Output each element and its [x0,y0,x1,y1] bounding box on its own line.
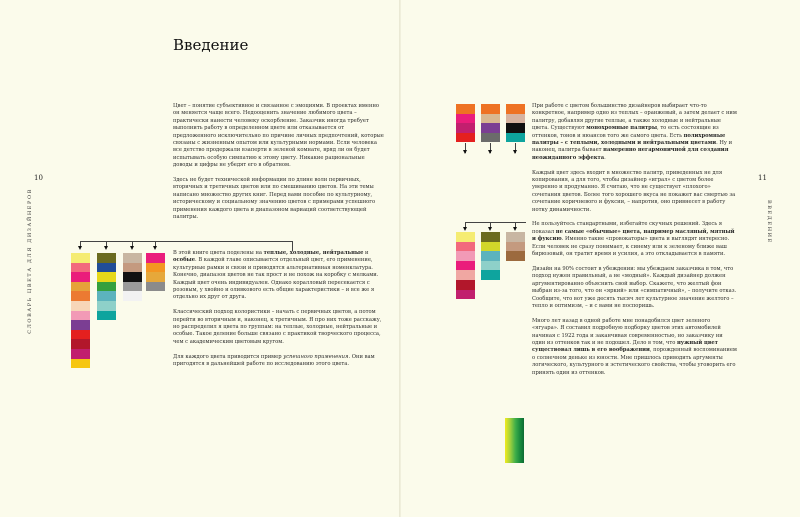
paragraph: Классический подход колористики – начать с первичных цветов, а потом перейти во вторичным и, наконец, к третичным. Я про них тоже расскажу, но распределил я цвета по группам: на теплые, холодные, нейтральные и особые. Такое деление больше связано с практикой творческого процесса, чем с академическим цветовым кругом. [173,309,382,345]
swatch-column-neutral [123,253,142,301]
paragraph: В этой книге цвета поделены на теплые, холодные, нейтральные и особые. В каждой главе описывается отдельный цвет, его применение, культурные рамки и связи и приводятся альтернативная номенклатура. Конечно, диапазон цветов не так прост и не похож на коробку с мелками. Каждый цвет очень индивидуален. Однако коралловый пересекается с розовым, у хвойно и оливкового есть общие характеристики – и все же я отдельно их друг от друга. [173,250,379,301]
color-swatch [97,291,116,301]
color-swatch [97,253,116,263]
arrow-down-icon [513,150,517,154]
color-swatch [71,320,90,330]
color-swatch [456,270,475,280]
paragraph: Здесь не будет технической информации по длине волн первичных, вторичных и третичных цветов или по смешиванию цветов. На эти темы написано множество других книг. Перед вами пособие по культурному, историческому и социальному значению цветов с примерами успешного применения каждого цвета и диапазоном вариаций соответствующей палитры. [173,177,376,221]
color-swatch [71,311,90,321]
color-swatch [123,291,142,301]
swatch-column-accent [481,232,500,280]
color-swatch [71,272,90,282]
color-swatch [456,261,475,271]
color-swatch [71,359,90,369]
text-column-groups [173,250,385,376]
paragraph: При работе с цветом большинство дизайнеров выбирает что-то конкретное, например одно из теплых – оранжевый, а затем делает с ним палитру, добавляя другие теплые, а также холодные и нейтральные цвета. Существуют монохромные палитры, то есть состоящие из оттенков, тонов и нюансов того же самого цвета. Есть полихромные палитры – с теплыми, холодными и нейтральными цветами. Ну и наконец, палитра бывает намеренно негармоничной для создания неожиданного эффекта. [532,103,737,161]
swatch-column-accent [506,232,525,261]
swatch-column-warm [71,253,90,368]
green-gradient-swatch [505,418,524,463]
paragraph: Для каждого цвета приводится пример успешного применения. Они вам пригодятся в дальнейшей работе по исследованию этого цвета. [173,353,375,368]
swatch-column-polychrome [481,104,500,142]
color-swatch [71,263,90,273]
color-swatch [456,123,475,133]
arrow-down-icon [130,246,134,250]
arrow-down-icon [463,150,467,154]
color-swatch [506,133,525,143]
paragraph: Не пользуйтесь стандартными, избегайте скучных решений. Здесь я показал не самые «обычные» цвета, например масляный, мятный и фуксию. Именно такие «провокаторы» цвета и выглядят интересно. Если человек не сразу понимает, к синему или к зеленому ближе ваш бирюзовый, он тратит время и усилия, а это откладывается в памяти. [532,221,735,258]
swatch-column-polychrome [506,104,525,142]
color-swatch [123,282,142,292]
color-swatch [71,330,90,340]
color-swatch [146,272,165,282]
color-swatch [456,104,475,114]
color-swatch [506,123,525,133]
page-number-left: 10 [34,174,43,182]
running-header-left: СЛОВАРЬ ЦВЕТА ДЛЯ ДИЗАЙНЕРОВ [27,188,33,334]
color-swatch [71,301,90,311]
color-swatch [97,272,116,282]
color-swatch [97,311,116,321]
color-swatch [481,261,500,271]
color-swatch [481,242,500,252]
color-swatch [456,242,475,252]
swatch-column-accent [456,232,475,299]
paragraph: Цвет – понятие субъективное и связанное с эмоциями. В проектах именно он меняется чаще всего. Недооценить значение любимого цвета – практически нанести человеку оскорбление. Заказчик иногда требует выполнить работу в определенном цвете или отказывается от предложенного исключительно по причине личных предпочтений, которые связаны с жизненным опытом или культурными нормами. Если человека все детство продержали взаперти в зеленой комнате, вряд ли он будет испытывать особую симпатию к этому цвету. Никакие рациональные доводы и цифры не убедят его в обратном. [173,103,384,169]
paragraph: Каждый цвет здесь входит в множество палитр, приведенных не для копирования, а для того, чтобы дизайнер «играл» с цветом более уверенно и продуманно. Я считаю, что не существует «плохого» сочетания цветов. Более того хорошего вкуса не покажет вас смертью за сочетание коричневого и фуксии, – напротив, оно привнесет в работу нотку динамичности. [532,169,736,213]
color-swatch [456,114,475,124]
color-swatch [506,251,525,261]
color-swatch [481,104,500,114]
color-swatch [146,282,165,292]
page-title: Введение [173,36,249,54]
paragraph: Дизайн на 90% состоит в убеждении: мы убеждаем заказчика в том, что подход нужен правильный, а не «модный». Каждый дизайнер должен аргументированно объяснить свой выбор. Скажете, что желтый фон выбран из-за того, что он «яркий» или «симпатичный», – получите отказ. Сообщите, что вот уже десять тысяч лет культурное значение желтого – тепло и оптимизм, – и с вами не поспоришь. [532,265,737,309]
arrow-down-icon [153,246,157,250]
color-swatch [146,263,165,273]
paragraph: Много лет назад в одной работе мне понадобился цвет зеленого «ягуара». Я составил подробную подборку цветов этих автомобилей начиная с 1922 года и заканчивая современностью, но заказчику ни один из оттенков так и не подошел. Дело в том, что нужный цвет существовал лишь в его воображении, порожденный воспоминанием о солнечном деньке из юности. Мне пришлось приводить аргументы логического, культурного и эстетического свойства, чтобы уговорить его принять один из оттенков. [532,317,737,376]
color-swatch [481,251,500,261]
color-swatch [123,272,142,282]
swatch-column-cool [97,253,116,320]
arrow-down-icon [488,150,492,154]
color-swatch [123,253,142,263]
color-swatch [481,133,500,143]
book-gutter [399,0,401,517]
color-swatch [146,253,165,263]
page-number-right: 11 [758,174,767,182]
swatch-column-polychrome [456,104,475,142]
color-swatch [71,282,90,292]
arrow-down-icon [463,227,467,231]
color-swatch [481,232,500,242]
color-swatch [481,123,500,133]
text-column-intro [173,103,385,229]
color-swatch [97,282,116,292]
running-header-right: ВВЕДЕНИЕ [766,200,772,244]
color-swatch [456,251,475,261]
color-swatch [97,301,116,311]
arrow-down-icon [78,246,82,250]
swatch-column-special [146,253,165,291]
color-swatch [456,133,475,143]
text-column-palettes [532,103,737,384]
color-swatch [506,104,525,114]
color-swatch [481,270,500,280]
color-swatch [97,263,116,273]
color-swatch [456,232,475,242]
color-swatch [506,242,525,252]
arrow-down-icon [488,227,492,231]
color-swatch [456,290,475,300]
color-swatch [71,339,90,349]
color-swatch [123,263,142,273]
color-swatch [481,114,500,124]
color-swatch [456,280,475,290]
arrow-down-icon [104,246,108,250]
color-swatch [71,253,90,263]
color-swatch [71,291,90,301]
color-swatch [506,232,525,242]
color-swatch [506,114,525,124]
color-swatch [71,349,90,359]
arrow-down-icon [513,227,517,231]
